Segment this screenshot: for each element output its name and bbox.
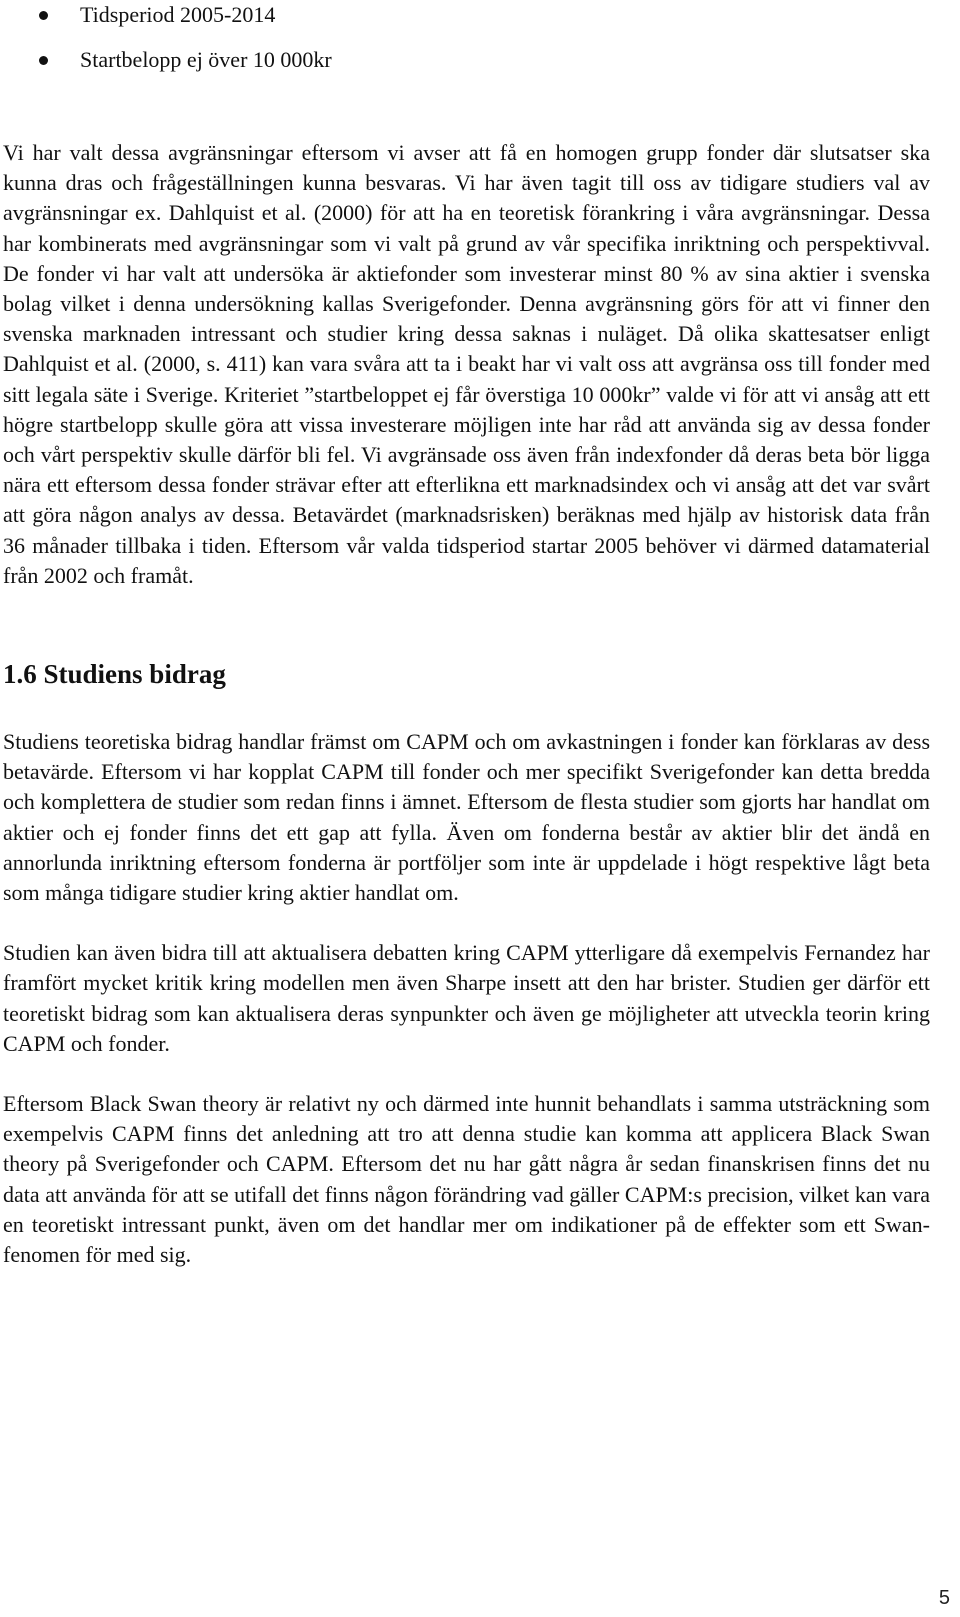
paragraph-contribution-debate: Studien kan även bidra till att aktualisera debatten kring CAPM ytterligare då exempelvis Fernandez har framfört mycket kritik kring modellen men även Sharpe insett att den har brister. Studien ger därför ett teoretiskt bidrag som kan aktualisera deras synpunkter och även ge möjligheter att utveckla teorin kring CAPM och fonder. (3, 940, 930, 1056)
paragraph-delimitation: Vi har valt dessa avgränsningar eftersom vi avser att få en homogen grupp fonder där slutsatser ska kunna dras och frågeställningen kunna besvaras. Vi har även tagit till oss av tidigare studiers val av avgränsningar ex. Dahlquist et al. (2000) för att ha en teoretisk förankring i våra avgränsningar. Dessa har kombinerats med avgränsningar som vi valt på grund av vår specifika inriktning och perspektivval. De fonder vi har valt att undersöka är aktiefonder som investerar minst 80 % av sina aktier i svenska bolag vilket i denna undersökning kallas Sverigefonder. Denna avgränsning görs för att vi finner den svenska marknaden intressant och studier kring dessa saknas i nuläget. Då olika skattesatser enligt Dahlquist et al. (2000, s. 411) kan vara svåra att ta i beakt har vi valt oss att avgränsa oss till fonder med sitt legala säte i Sverige. Kriteriet ”startbeloppet ej får överstiga 10 000kr” valde vi för att vi ansåg att ett högre startbelopp skulle göra att vissa investerare möjligen inte har råd att använda sig av dessa fonder och vårt perspektiv skulle därför bli fel. Vi avgränsade oss även från indexfonder då deras beta bör ligga nära ett eftersom dessa fonder strävar efter att efterlikna ett marknadsindex och vi ansåg att det var svårt att göra någon analys av dessa. Betavärdet (marknadsrisken) beräknas med hjälp av historisk data från 36 månader tillbaka i tiden. Eftersom vår valda tidsperiod startar 2005 behöver vi därmed datamaterial från 2002 och framåt. (3, 140, 930, 588)
page-number: 5 (938, 1587, 950, 1609)
criteria-bullet-list (3, 0, 930, 75)
bullet-icon (39, 56, 48, 65)
bullet-text: Startbelopp ej över 10 000kr (80, 47, 332, 72)
document-page (3, 0, 930, 1270)
paragraph-contribution-theory: Studiens teoretiska bidrag handlar främst om CAPM och om avkastningen i fonder kan förklaras av dess betavärde. Eftersom vi har kopplat CAPM till fonder och mer specifikt Sverigefonder kan detta bredda och komplettera de studier som redan finns i ämnet. Eftersom de flesta studier som gjorts har handlat om aktier och ej fonder finns det ett gap att fylla. Även om fonderna består av aktier blir det ändå en annorlunda inriktning eftersom fonderna är portföljer som inte är uppdelade i högt respektive lågt beta som många tidigare studier kring aktier handlat om. (3, 729, 930, 906)
bullet-text: Tidsperiod 2005-2014 (80, 2, 276, 27)
bullet-item-start-amount (3, 45, 930, 75)
bullet-icon (39, 11, 48, 20)
bullet-item-time-period (3, 0, 930, 30)
section-heading: 1.6 Studiens bidrag (3, 659, 226, 690)
paragraph-contribution-black-swan: Eftersom Black Swan theory är relativt ny och därmed inte hunnit behandlats i samma utsträckning som exempelvis CAPM finns det anledning att tro att denna studie kan komma att applicera Black Swan theory på Sverigefonder och CAPM. Eftersom det nu har gått några år sedan finanskrisen finns det nu data att använda för att se utifall det finns någon förändring vad gäller CAPM:s precision, vilket kan vara en teoretiskt intressant punkt, även om det handlar mer om indikationer på de effekter som ett Swan-fenomen för med sig. (3, 1091, 930, 1268)
